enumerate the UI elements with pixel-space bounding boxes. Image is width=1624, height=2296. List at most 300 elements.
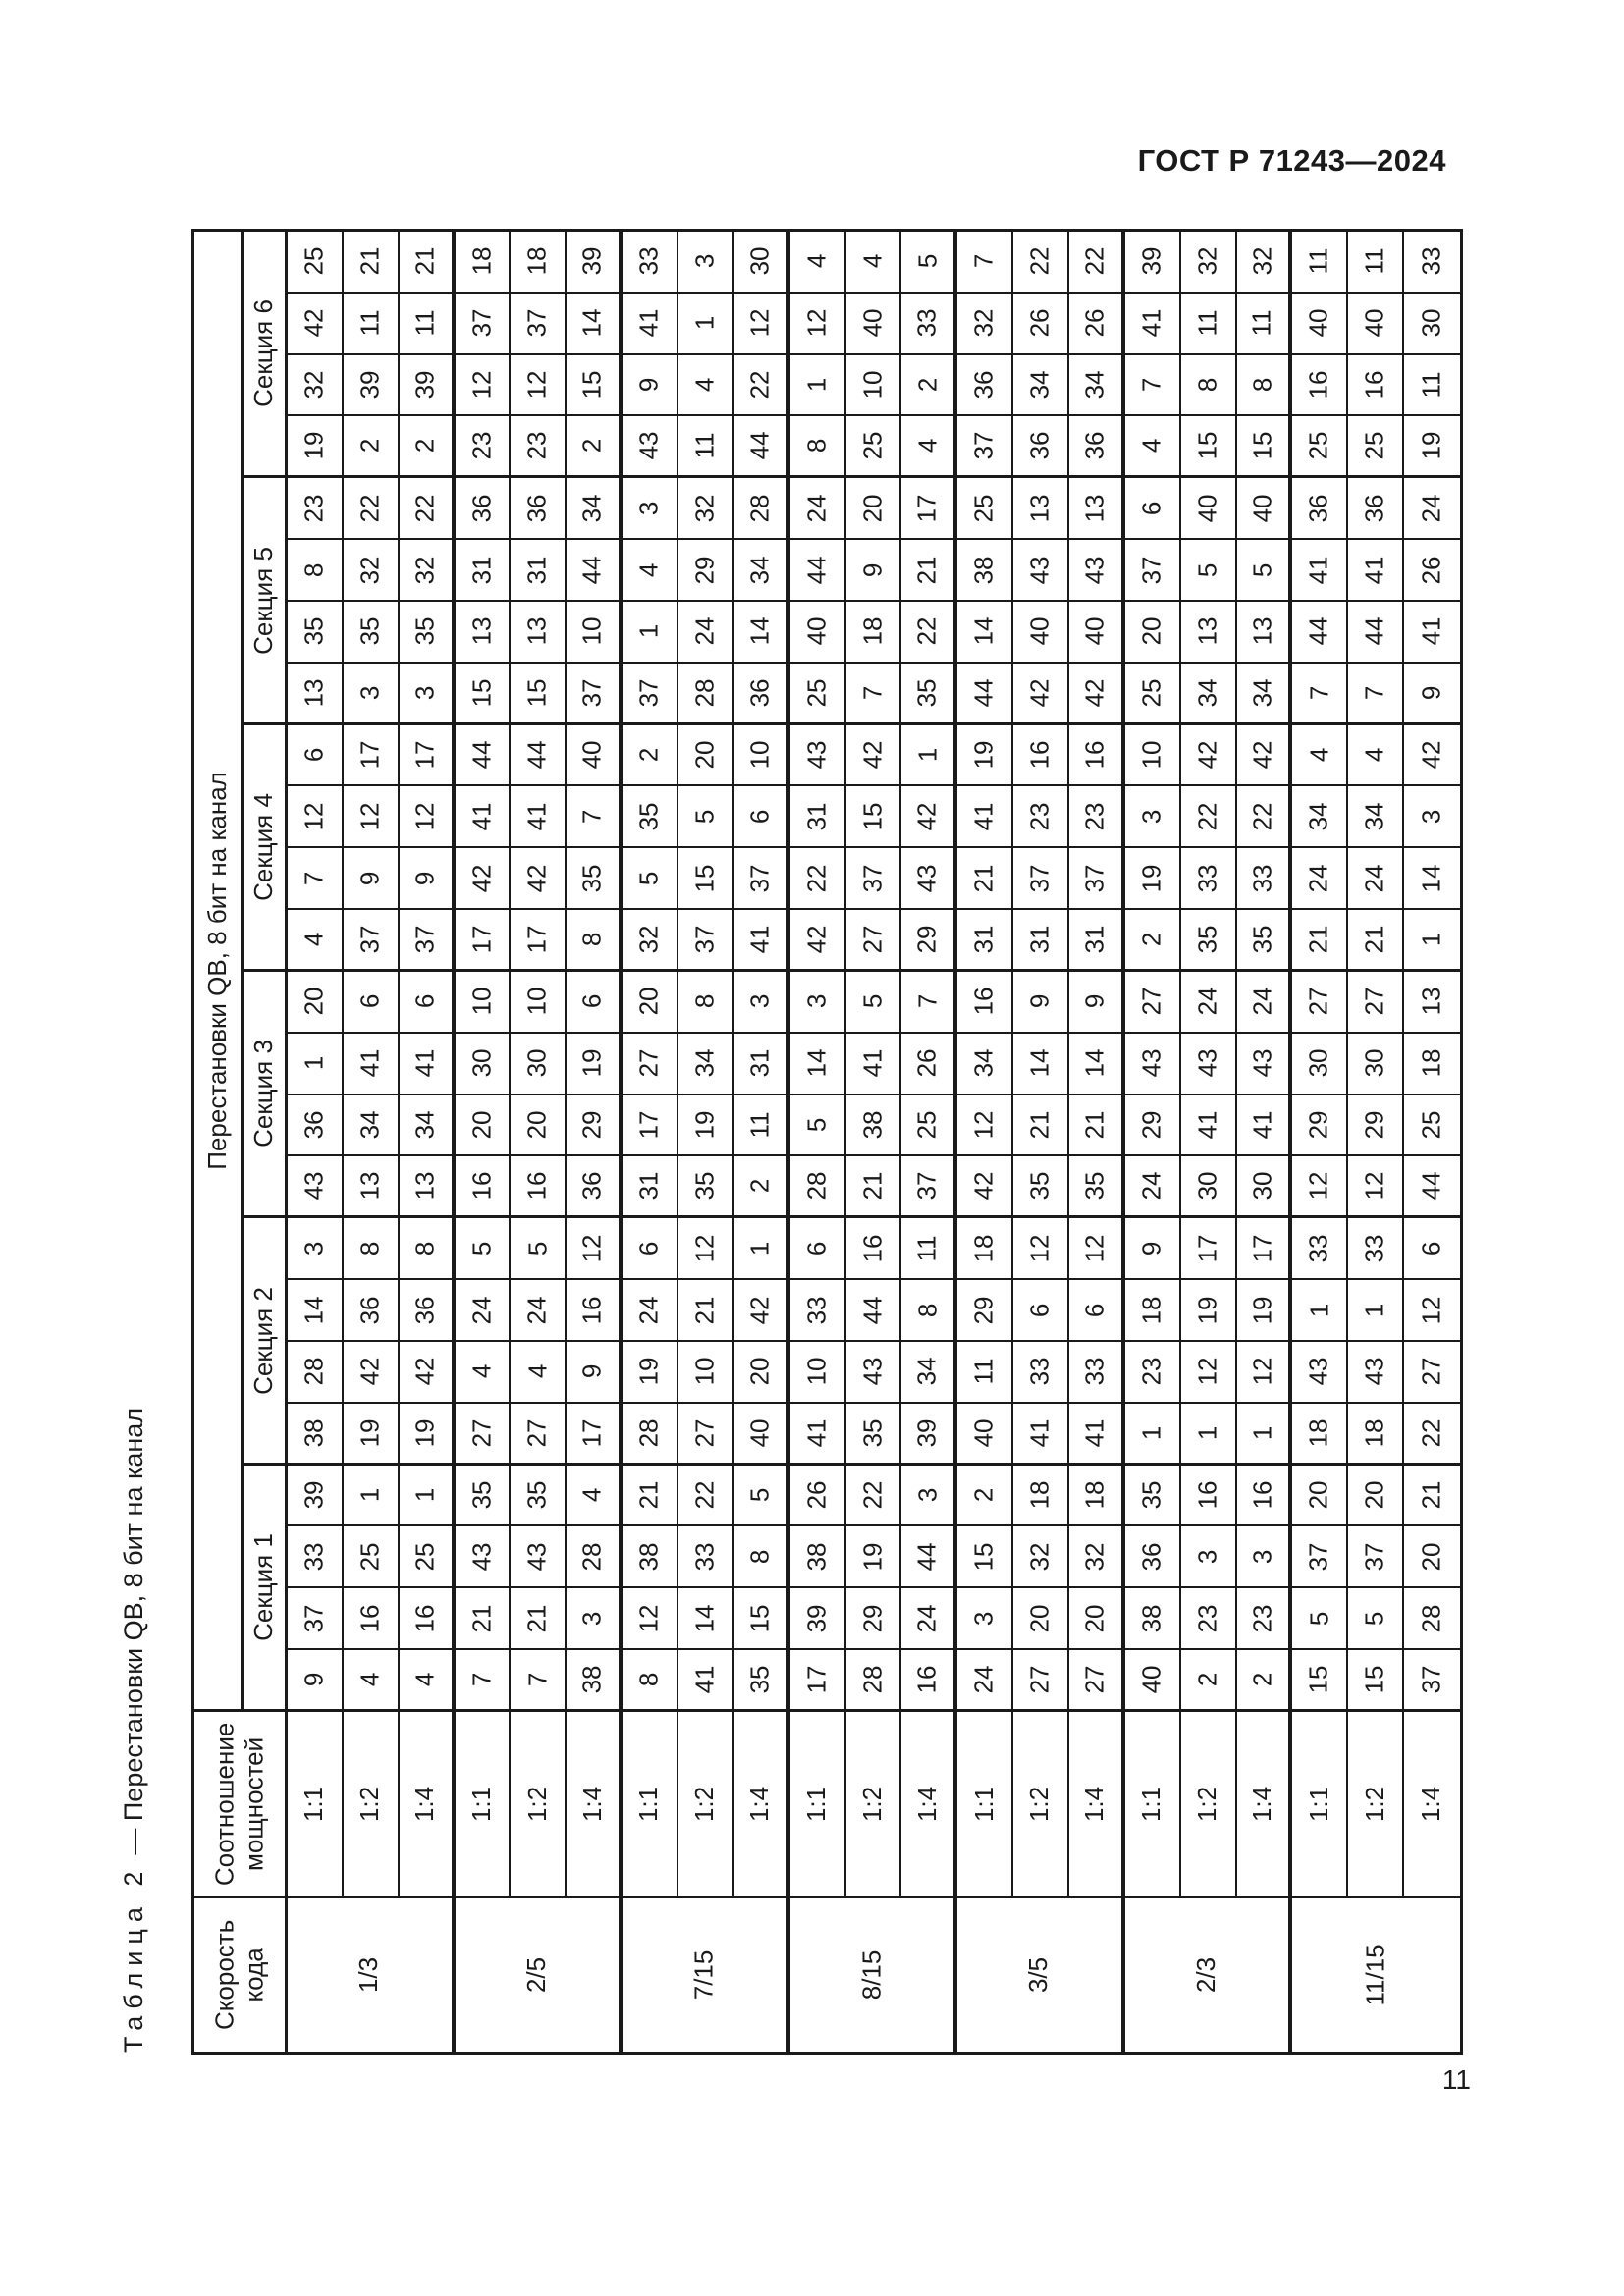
qb-cell-label: 34: [1192, 678, 1222, 708]
qb-cell-label: 5: [801, 1117, 832, 1133]
qb-cell-label: 11: [689, 432, 720, 459]
qb-cell: [1292, 416, 1348, 478]
qb-cell-label: 42: [1247, 740, 1277, 770]
qb-cell: [957, 1156, 1013, 1218]
qb-cell: [623, 232, 678, 294]
qb-cell-label: 13: [1024, 494, 1055, 523]
power-ratio-cell: [344, 1712, 400, 1898]
qb-cell-label: 9: [1416, 685, 1446, 700]
qb-cell-label: 42: [1416, 740, 1446, 770]
qb-cell: [790, 1034, 846, 1095]
qb-cell-label: 38: [857, 1110, 888, 1140]
qb-cell: [1125, 1526, 1181, 1588]
permutations-header-cell: [194, 232, 244, 1712]
qb-cell: [957, 540, 1013, 602]
qb-cell-label: 20: [857, 494, 888, 523]
qb-cell-label: 1: [1303, 1303, 1333, 1317]
power-ratio-cell: [734, 1712, 790, 1898]
qb-cell-label: 16: [1303, 370, 1333, 400]
qb-cell: [846, 972, 902, 1034]
qb-cell-label: 31: [633, 1171, 664, 1201]
qb-cell-label: 32: [633, 925, 664, 954]
qb-cell-label: 6: [576, 994, 607, 1009]
qb-cell-label: 20: [633, 987, 664, 1016]
qb-cell-label: 24: [801, 494, 832, 523]
qb-cell-label: 27: [1359, 987, 1389, 1016]
qb-cell-label: 32: [1079, 1542, 1110, 1572]
qb-cell-label: 43: [633, 431, 664, 460]
qb-cell-label: 2: [1192, 1672, 1222, 1687]
qb-cell: [957, 1280, 1013, 1342]
qb-cell: [400, 1588, 456, 1650]
qb-cell-label: 20: [1359, 1480, 1389, 1510]
qb-cell: [1292, 355, 1348, 417]
qb-cell: [678, 786, 734, 848]
power-ratio-cell-label: 1:2: [354, 1786, 385, 1822]
qb-cell: [567, 1156, 623, 1218]
qb-cell: [456, 1588, 512, 1650]
qb-cell-label: 21: [1024, 1110, 1055, 1140]
qb-cell-label: 21: [1303, 925, 1333, 954]
qb-cell: [623, 1218, 678, 1280]
qb-cell-label: 7: [521, 1672, 552, 1687]
qb-cell-label: 41: [1192, 1110, 1222, 1140]
qb-cell: [846, 1218, 902, 1280]
qb-cell: [734, 1034, 790, 1095]
qb-cell-label: 25: [1359, 431, 1389, 460]
qb-cell-label: 3: [576, 1611, 607, 1626]
qb-cell: [678, 1404, 734, 1466]
qb-cell: [511, 602, 567, 664]
qb-cell: [1125, 1218, 1181, 1280]
qb-cell-label: 35: [689, 1171, 720, 1201]
qb-cell: [1125, 1034, 1181, 1095]
qb-cell-label: 17: [801, 1665, 832, 1694]
qb-cell-label: 40: [1136, 1665, 1166, 1694]
table-caption-label: Таблица 2: [119, 1864, 148, 2053]
qb-cell-label: 34: [1024, 370, 1055, 400]
qb-cell-label: 38: [1136, 1604, 1166, 1633]
qb-cell: [1348, 848, 1404, 910]
qb-cell: [1069, 1280, 1125, 1342]
qb-cell: [1237, 1650, 1293, 1712]
qb-cell: [1348, 1095, 1404, 1157]
qb-cell-label: 15: [744, 1604, 775, 1633]
qb-cell-label: 25: [801, 678, 832, 708]
qb-cell-label: 27: [633, 1048, 664, 1078]
qb-cell: [456, 848, 512, 910]
code-rate-header-label: Скорость кода: [209, 1919, 268, 2031]
qb-cell: [1013, 478, 1069, 540]
qb-cell: [1237, 1526, 1293, 1588]
qb-cell: [678, 1280, 734, 1342]
qb-cell: [288, 232, 344, 294]
qb-cell: [288, 1218, 344, 1280]
qb-cell-label: 23: [466, 431, 497, 460]
qb-cell: [623, 540, 678, 602]
qb-cell-label: 8: [911, 1303, 942, 1317]
qb-cell-label: 23: [521, 431, 552, 460]
qb-cell-label: 44: [801, 556, 832, 585]
qb-cell-label: 26: [1079, 308, 1110, 338]
qb-cell-label: 31: [801, 802, 832, 831]
qb-cell: [623, 1588, 678, 1650]
qb-cell: [623, 416, 678, 478]
qb-cell-label: 16: [576, 1296, 607, 1325]
qb-cell-label: 41: [1079, 1418, 1110, 1448]
qb-cell: [1125, 1342, 1181, 1404]
qb-cell-label: 44: [911, 1542, 942, 1572]
qb-cell: [846, 1526, 902, 1588]
code-rate-cell: [957, 1898, 1125, 2052]
qb-cell-label: 13: [354, 1171, 385, 1201]
qb-cell-label: 32: [1024, 1542, 1055, 1572]
qb-cell-label: 21: [354, 246, 385, 276]
qb-cell: [344, 355, 400, 417]
qb-cell: [456, 478, 512, 540]
qb-cell: [790, 972, 846, 1034]
qb-cell: [1292, 1526, 1348, 1588]
qb-cell-label: 11: [354, 309, 385, 337]
qb-cell-label: 21: [633, 1480, 664, 1510]
qb-cell: [1125, 294, 1181, 355]
qb-cell: [288, 848, 344, 910]
power-ratio-cell: [1013, 1712, 1069, 1898]
qb-cell-label: 16: [521, 1171, 552, 1201]
qb-cell: [1237, 725, 1293, 787]
qb-cell-label: 4: [1136, 439, 1166, 454]
qb-cell: [456, 1034, 512, 1095]
qb-cell-label: 41: [689, 1665, 720, 1694]
qb-cell-label: 4: [298, 932, 329, 947]
qb-cell-label: 33: [1416, 246, 1446, 276]
qb-cell: [511, 1650, 567, 1712]
qb-cell-label: 44: [968, 678, 999, 708]
qb-cell-label: 43: [801, 740, 832, 770]
qb-cell: [511, 540, 567, 602]
qb-cell: [1404, 1218, 1460, 1280]
qb-cell: [790, 1404, 846, 1466]
qb-cell: [1181, 1404, 1237, 1466]
qb-cell: [1125, 848, 1181, 910]
qb-cell: [1404, 1466, 1460, 1527]
qb-cell: [1181, 848, 1237, 910]
section-label-label: Секция 1: [248, 1532, 279, 1641]
qb-cell-label: 31: [1079, 925, 1110, 954]
qb-cell: [734, 602, 790, 664]
qb-cell: [1013, 725, 1069, 787]
qb-cell-label: 14: [576, 308, 607, 338]
qb-cell-label: 24: [1247, 987, 1277, 1016]
qb-cell-label: 4: [1303, 747, 1333, 763]
qb-cell: [1348, 1034, 1404, 1095]
qb-cell: [1181, 1034, 1237, 1095]
qb-cell-label: 37: [409, 925, 440, 954]
qb-cell-label: 5: [857, 994, 888, 1009]
qb-cell: [734, 1588, 790, 1650]
qb-cell: [1404, 1342, 1460, 1404]
qb-cell-label: 35: [1024, 1171, 1055, 1201]
qb-cell-label: 26: [801, 1480, 832, 1510]
qb-cell-label: 26: [1416, 556, 1446, 585]
qb-cell: [1125, 1588, 1181, 1650]
table-caption-title: — Перестановки QB, 8 бит на канал: [119, 1407, 148, 1855]
qb-cell: [456, 355, 512, 417]
qb-cell: [456, 1095, 512, 1157]
qb-cell: [1292, 602, 1348, 664]
qb-cell: [344, 972, 400, 1034]
qb-cell: [567, 786, 623, 848]
qb-cell: [846, 1095, 902, 1157]
qb-cell-label: 12: [576, 1234, 607, 1263]
qb-cell-label: 15: [1303, 1665, 1333, 1694]
qb-cell: [901, 1342, 957, 1404]
qb-cell: [1125, 1280, 1181, 1342]
qb-cell: [1292, 232, 1348, 294]
qb-cell-label: 43: [857, 1357, 888, 1386]
qb-cell-label: 30: [1247, 1171, 1277, 1201]
qb-cell: [1348, 294, 1404, 355]
qb-cell-label: 41: [409, 1048, 440, 1078]
qb-cell: [1069, 1650, 1125, 1712]
qb-cell: [511, 1156, 567, 1218]
qb-cell: [344, 478, 400, 540]
qb-cell-label: 4: [576, 1487, 607, 1503]
power-ratio-cell: [678, 1712, 734, 1898]
qb-cell-label: 38: [633, 1542, 664, 1572]
qb-cell: [1013, 1280, 1069, 1342]
qb-cell-label: 18: [1024, 1480, 1055, 1510]
qb-cell: [288, 1404, 344, 1466]
qb-cell-label: 43: [1136, 1048, 1166, 1078]
qb-cell: [511, 786, 567, 848]
qb-cell: [846, 355, 902, 417]
qb-cell-label: 10: [801, 1357, 832, 1386]
qb-cell: [344, 910, 400, 972]
qb-cell: [1069, 416, 1125, 478]
qb-cell-label: 37: [1079, 864, 1110, 893]
qb-cell: [1292, 1280, 1348, 1342]
qb-cell: [567, 848, 623, 910]
qb-cell: [623, 602, 678, 664]
qb-cell-label: 21: [409, 246, 440, 276]
qb-cell: [344, 1404, 400, 1466]
qb-cell-label: 2: [354, 439, 385, 454]
qb-cell-label: 16: [968, 987, 999, 1016]
qb-cell-label: 10: [466, 987, 497, 1016]
qb-cell-label: 12: [801, 308, 832, 338]
qb-cell: [1181, 478, 1237, 540]
qb-cell-label: 20: [1136, 616, 1166, 646]
qb-cell: [288, 1526, 344, 1588]
qb-cell: [1237, 786, 1293, 848]
qb-cell: [511, 1280, 567, 1342]
power-ratio-cell: [901, 1712, 957, 1898]
qb-cell: [344, 1526, 400, 1588]
qb-cell-label: 23: [1192, 1604, 1222, 1633]
qb-cell-label: 21: [1359, 925, 1389, 954]
qb-cell-label: 6: [354, 994, 385, 1009]
qb-cell-label: 18: [968, 1234, 999, 1263]
qb-cell-label: 30: [1359, 1048, 1389, 1078]
qb-cell-label: 22: [1024, 246, 1055, 276]
qb-cell-label: 8: [1247, 377, 1277, 393]
qb-cell: [1069, 1466, 1125, 1527]
qb-cell-label: 37: [857, 864, 888, 893]
qb-cell: [511, 355, 567, 417]
qb-cell: [901, 1156, 957, 1218]
qb-cell-label: 19: [576, 1048, 607, 1078]
qb-cell: [1348, 1466, 1404, 1527]
qb-cell: [288, 1588, 344, 1650]
qb-cell: [400, 294, 456, 355]
qb-cell: [1181, 1095, 1237, 1157]
qb-cell: [957, 478, 1013, 540]
qb-cell-label: 43: [466, 1542, 497, 1572]
qb-cell-label: 39: [1136, 246, 1166, 276]
qb-cell-label: 36: [1136, 1542, 1166, 1572]
qb-cell: [288, 664, 344, 725]
qb-cell-label: 44: [1359, 616, 1389, 646]
qb-cell-label: 32: [298, 370, 329, 400]
qb-cell: [1237, 416, 1293, 478]
qb-cell-label: 14: [689, 1604, 720, 1633]
qb-cell: [1292, 1466, 1348, 1527]
qb-cell-label: 41: [466, 802, 497, 831]
qb-cell-label: 5: [911, 254, 942, 269]
qb-cell: [1292, 725, 1348, 787]
qb-cell-label: 4: [689, 377, 720, 393]
qb-cell-label: 39: [576, 246, 607, 276]
qb-cell: [623, 1526, 678, 1588]
qb-cell-label: 14: [1024, 1048, 1055, 1078]
qb-cell-label: 37: [633, 678, 664, 708]
qb-cell: [1013, 1650, 1069, 1712]
qb-cell: [456, 910, 512, 972]
qb-cell-label: 44: [1303, 616, 1333, 646]
qb-cell-label: 1: [1247, 1425, 1277, 1440]
qb-cell-label: 33: [689, 1542, 720, 1572]
qb-cell-label: 13: [1192, 616, 1222, 646]
qb-cell: [901, 786, 957, 848]
code-rate-cell: [623, 1898, 790, 2052]
qb-cell: [344, 1342, 400, 1404]
qb-cell: [1125, 972, 1181, 1034]
qb-cell: [1292, 540, 1348, 602]
section-label: [244, 1218, 288, 1465]
qb-cell: [1069, 232, 1125, 294]
qb-cell: [1069, 725, 1125, 787]
qb-cell-label: 21: [1079, 1110, 1110, 1140]
qb-cell-label: 19: [354, 1418, 385, 1448]
qb-cell: [678, 1650, 734, 1712]
qb-cell-label: 8: [633, 1672, 664, 1687]
qb-cell-label: 27: [1136, 987, 1166, 1016]
qb-cell: [790, 294, 846, 355]
qb-cell-label: 24: [521, 1296, 552, 1325]
qb-cell-label: 14: [298, 1296, 329, 1325]
qb-cell: [901, 1218, 957, 1280]
qb-cell: [1069, 786, 1125, 848]
qb-cell: [1237, 1156, 1293, 1218]
qb-cell: [901, 416, 957, 478]
qb-cell: [1292, 910, 1348, 972]
qb-cell-label: 8: [801, 439, 832, 454]
qb-cell: [901, 1588, 957, 1650]
qb-cell-label: 20: [466, 1110, 497, 1140]
qb-cell-label: 16: [409, 1604, 440, 1633]
qb-cell: [456, 602, 512, 664]
qb-cell-label: 34: [744, 556, 775, 585]
qb-cell-label: 1: [633, 624, 664, 639]
qb-cell: [344, 1218, 400, 1280]
power-ratio-cell: [1125, 1712, 1181, 1898]
qb-cell: [1237, 1034, 1293, 1095]
qb-cell: [344, 786, 400, 848]
qb-cell-label: 37: [298, 1604, 329, 1633]
qb-cell-label: 21: [466, 1604, 497, 1633]
qb-cell: [1404, 664, 1460, 725]
qb-cell: [400, 602, 456, 664]
qb-cell-label: 4: [857, 254, 888, 269]
qb-cell-label: 35: [1192, 925, 1222, 954]
qb-cell-label: 32: [689, 494, 720, 523]
power-ratio-cell: [623, 1712, 678, 1898]
qb-cell-label: 9: [1136, 1241, 1166, 1255]
qb-cell-label: 40: [1024, 616, 1055, 646]
qb-cell: [901, 1095, 957, 1157]
qb-cell: [901, 848, 957, 910]
qb-cell-label: 20: [1416, 1542, 1446, 1572]
qb-cell: [1237, 602, 1293, 664]
qb-cell: [1237, 294, 1293, 355]
qb-cell: [1069, 1034, 1125, 1095]
qb-cell: [344, 416, 400, 478]
qb-cell-label: 11: [744, 1111, 775, 1139]
qb-cell: [1069, 1588, 1125, 1650]
section-label: [244, 972, 288, 1218]
qb-cell-label: 17: [354, 740, 385, 770]
qb-cell-label: 41: [857, 1048, 888, 1078]
qb-cell-label: 1: [744, 1241, 775, 1255]
qb-cell-label: 8: [1192, 377, 1222, 393]
qb-cell-label: 14: [968, 616, 999, 646]
qb-cell: [678, 1466, 734, 1527]
qb-cell-label: 8: [744, 1549, 775, 1565]
qb-cell-label: 36: [576, 1171, 607, 1201]
qb-cell: [288, 1342, 344, 1404]
qb-cell: [1292, 1342, 1348, 1404]
qb-cell: [1348, 355, 1404, 417]
qb-cell-label: 19: [1136, 864, 1166, 893]
qb-cell-label: 12: [744, 308, 775, 338]
qb-cell: [1013, 664, 1069, 725]
qb-cell: [1237, 1218, 1293, 1280]
qb-cell-label: 22: [744, 370, 775, 400]
qb-cell-label: 17: [911, 494, 942, 523]
qb-cell-label: 42: [911, 802, 942, 831]
qb-cell: [1181, 1342, 1237, 1404]
qb-cell-label: 37: [744, 864, 775, 893]
qb-cell: [456, 664, 512, 725]
qb-cell: [1013, 232, 1069, 294]
qb-cell-label: 44: [521, 740, 552, 770]
qb-cell-label: 35: [857, 1418, 888, 1448]
qb-cell-label: 6: [1079, 1303, 1110, 1317]
qb-cell: [344, 1650, 400, 1712]
qb-cell: [846, 232, 902, 294]
qb-cell: [1292, 1095, 1348, 1157]
